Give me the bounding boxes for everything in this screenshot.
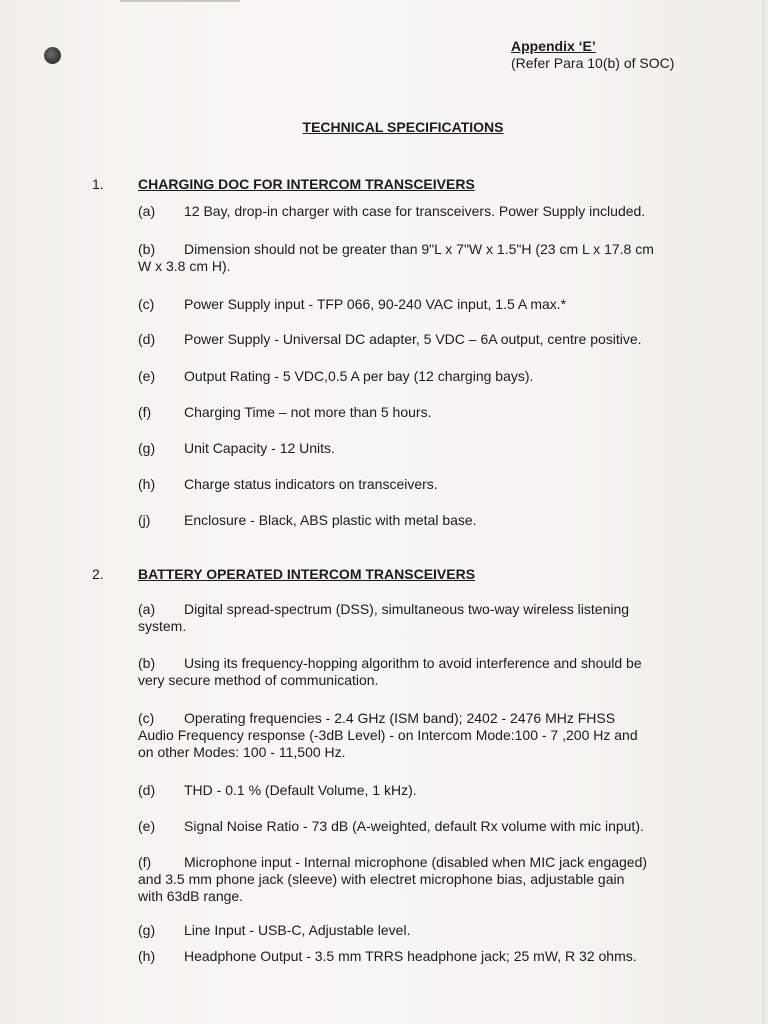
item-text: Unit Capacity - 12 Units. — [184, 440, 335, 456]
item-label: (c) — [138, 710, 155, 726]
appendix-reference: (Refer Para 10(b) of SOC) — [511, 55, 675, 71]
item-label: (d) — [138, 782, 156, 798]
item-text: Headphone Output - 3.5 mm TRRS headphone jack; 25 mW, R 32 ohms. — [184, 948, 637, 964]
document-title: TECHNICAL SPECIFICATIONS — [302, 119, 504, 135]
appendix-header — [511, 38, 674, 72]
item-label: (g) — [138, 922, 156, 938]
item-label: (f) — [138, 404, 152, 420]
item-text: Power Supply - Universal DC adapter, 5 VDC – 6A output, centre positive. — [184, 331, 642, 347]
appendix-title: Appendix ‘E’ — [511, 38, 596, 54]
item-text: THD - 0.1 % (Default Volume, 1 kHz). — [184, 782, 417, 798]
item-text: 12 Bay, drop-in charger with case for transceivers. Power Supply included. — [184, 203, 646, 219]
paper-edge-shadow — [763, 0, 764, 1024]
list-item — [138, 922, 716, 939]
item-label: (j) — [138, 512, 151, 528]
item-text: Signal Noise Ratio - 73 dB (A-weighted, default Rx volume with mic input). — [184, 818, 644, 834]
item-label: (c) — [138, 296, 155, 312]
section-2-number: 2. — [92, 566, 104, 582]
item-text: Charging Time – not more than 5 hours. — [184, 404, 432, 420]
section-2-title: BATTERY OPERATED INTERCOM TRANSCEIVERS — [138, 566, 476, 582]
list-item — [138, 368, 716, 385]
list-item — [138, 440, 716, 457]
list-item — [138, 601, 716, 635]
item-label: (a) — [138, 601, 156, 617]
item-label: (d) — [138, 331, 156, 347]
item-text: Charge status indicators on transceivers. — [184, 476, 438, 492]
list-item — [138, 296, 716, 313]
list-item — [138, 818, 716, 835]
punch-hole-icon — [44, 47, 61, 64]
item-label: (e) — [138, 368, 156, 384]
item-text: Microphone input - Internal microphone (disabled when MIC jack engaged) and 3.5 mm phone jack (sleeve) with electret microphone bias, adjustable gain with 63dB range. — [138, 854, 648, 904]
list-item — [138, 854, 716, 905]
item-label: (e) — [138, 818, 156, 834]
item-label: (b) — [138, 241, 156, 257]
item-label: (a) — [138, 203, 156, 219]
item-text: Line Input - USB-C, Adjustable level. — [184, 922, 411, 938]
list-item — [138, 404, 716, 421]
item-label: (h) — [138, 476, 156, 492]
item-text: Enclosure - Black, ABS plastic with metal base. — [184, 512, 477, 528]
list-item — [138, 331, 716, 348]
paper-edge-mark — [120, 0, 240, 2]
item-text: Using its frequency-hopping algorithm to avoid interference and should be very secure method of communication. — [138, 655, 642, 688]
list-item — [138, 512, 716, 529]
item-text: Operating frequencies - 2.4 GHz (ISM band); 2402 - 2476 MHz FHSS Audio Frequency response (-3dB Level) - on Intercom Mode:100 - 7 ,200 Hz and on other Modes: 100 - 11,500 Hz. — [138, 710, 638, 760]
list-item — [138, 476, 716, 493]
list-item — [138, 241, 716, 275]
item-text: Dimension should not be greater than 9"L x 7"W x 1.5"H (23 cm L x 17.8 cm W x 3.8 cm H). — [138, 241, 654, 274]
item-text: Output Rating - 5 VDC,0.5 A per bay (12 charging bays). — [184, 368, 534, 384]
list-item — [138, 655, 716, 689]
list-item — [138, 782, 716, 799]
list-item — [138, 948, 716, 965]
item-label: (b) — [138, 655, 156, 671]
item-text: Digital spread-spectrum (DSS), simultaneous two-way wireless listening system. — [138, 601, 630, 634]
list-item — [138, 203, 716, 220]
item-label: (h) — [138, 948, 156, 964]
item-label: (f) — [138, 854, 152, 870]
section-1-title: CHARGING DOC FOR INTERCOM TRANSCEIVERS — [138, 176, 475, 192]
item-text: Power Supply input - TFP 066, 90-240 VAC input, 1.5 A max.* — [184, 296, 567, 312]
item-label: (g) — [138, 440, 156, 456]
section-1-number: 1. — [92, 176, 104, 192]
list-item — [138, 710, 716, 761]
